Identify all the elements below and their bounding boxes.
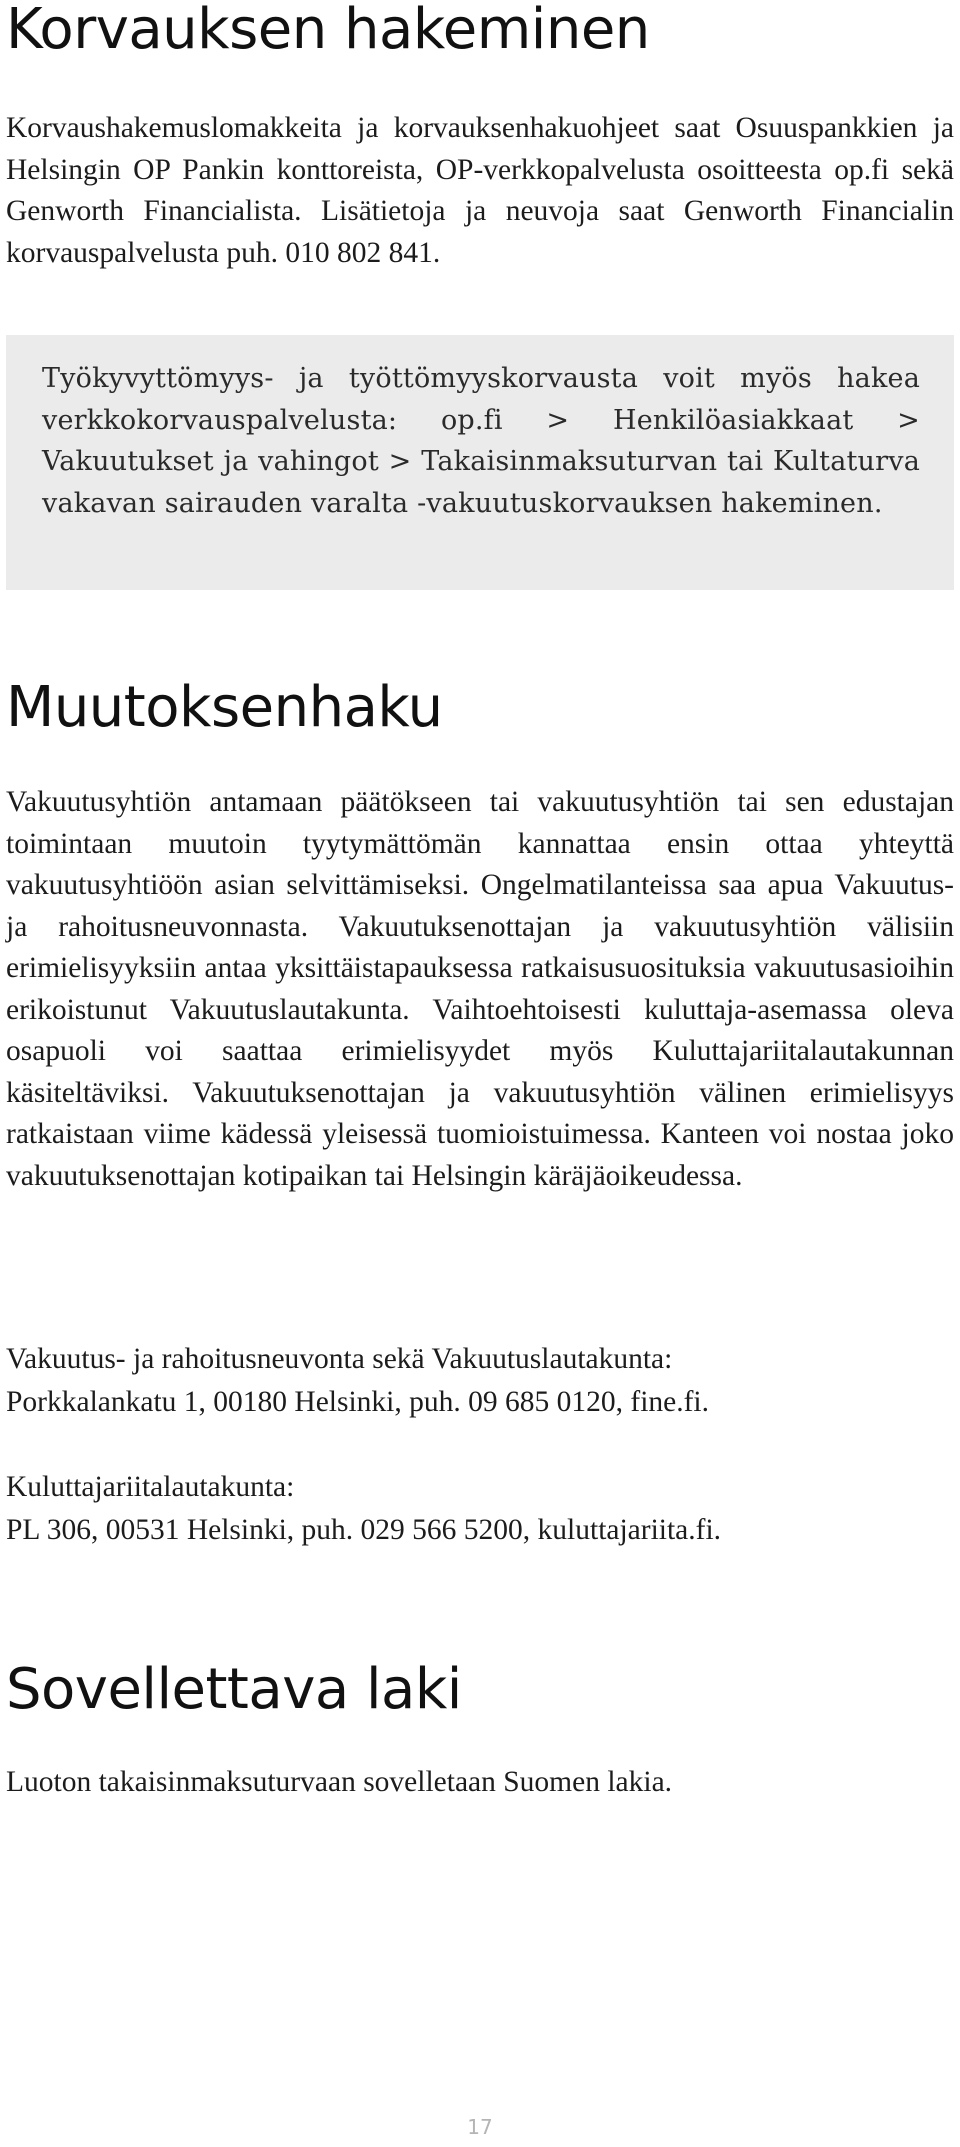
appeal-paragraph: Vakuutusyhtiön antamaan päätökseen tai vakuutusyhtiön tai sen edustajan toimintaan muutoin tyytymättömän kannattaa ensin ottaa yhteyttä vakuutusyhtiöön asian selvittämiseksi. Ongelmatilanteissa saa apua Vakuutus- ja rahoitusneuvonnasta. Vakuutuksenottajan ja vakuutusyhtiön välisiin erimielisyyksiin antaa yksittäistapauksessa ratkaisusuosituksia vakuutusasioihin erikoistunut Vakuutuslautakunta. Vaihtoehtoisesti kuluttaja-asemassa oleva osapuoli voi saattaa erimielisyydet myös Kuluttajariitalautakunnan käsiteltäviksi. Vakuutuksenottajan ja vakuutusyhtiön välinen erimielisyys ratkaistaan viime kädessä yleisessä tuomioistuimessa. Kanteen voi nostaa joko vakuutuksenottajan kotipaikan tai Helsingin käräjäoikeudessa. <box>6 786 954 1192</box>
page-number: 17 <box>467 2115 493 2139</box>
contact-name: Kuluttajariitalautakunta: <box>6 1471 295 1503</box>
law-paragraph: Luoton takaisinmaksuturvaan sovelletaan Suomen lakia. <box>6 1766 673 1798</box>
contact-details: PL 306, 00531 Helsinki, puh. 029 566 5200, kuluttajariita.fi. <box>6 1514 722 1546</box>
section-heading-claims: Korvauksen hakeminen <box>6 0 650 62</box>
contact-name: Vakuutus- ja rahoitusneuvonta sekä Vakuutuslautakunta: <box>6 1343 673 1375</box>
online-claims-infobox <box>6 335 954 590</box>
contact-block-fine <box>6 1338 954 1424</box>
infobox-text: Työkyvyttömyys- ja työttömyyskorvausta voit myös hakea verkkokorvauspalvelusta: op.fi > Henkilöasiakkaat > Vakuutukset ja vahingot > Takaisinmaksuturvan tai Kultaturva vakavan sairauden varalta -vakuutuskorvauksen hakeminen. <box>42 363 920 519</box>
claims-paragraph: Korvaushakemuslomakkeita ja korvauksenhakuohjeet saat Osuuspankkien ja Helsingin OP Pankin konttoreista, OP-verkkopalvelusta osoitteesta op.fi sekä Genworth Financialista. Lisätietoja ja neuvoja saat Genworth Financialin korvauspalvelusta puh. 010 802 841. <box>6 112 954 269</box>
section-heading-appeal: Muutoksenhaku <box>6 675 443 740</box>
contact-details: Porkkalankatu 1, 00180 Helsinki, puh. 09 685 0120, fine.fi. <box>6 1386 710 1418</box>
section-heading-law: Sovellettava laki <box>6 1657 462 1722</box>
contact-block-kuluttajariita <box>6 1466 954 1552</box>
